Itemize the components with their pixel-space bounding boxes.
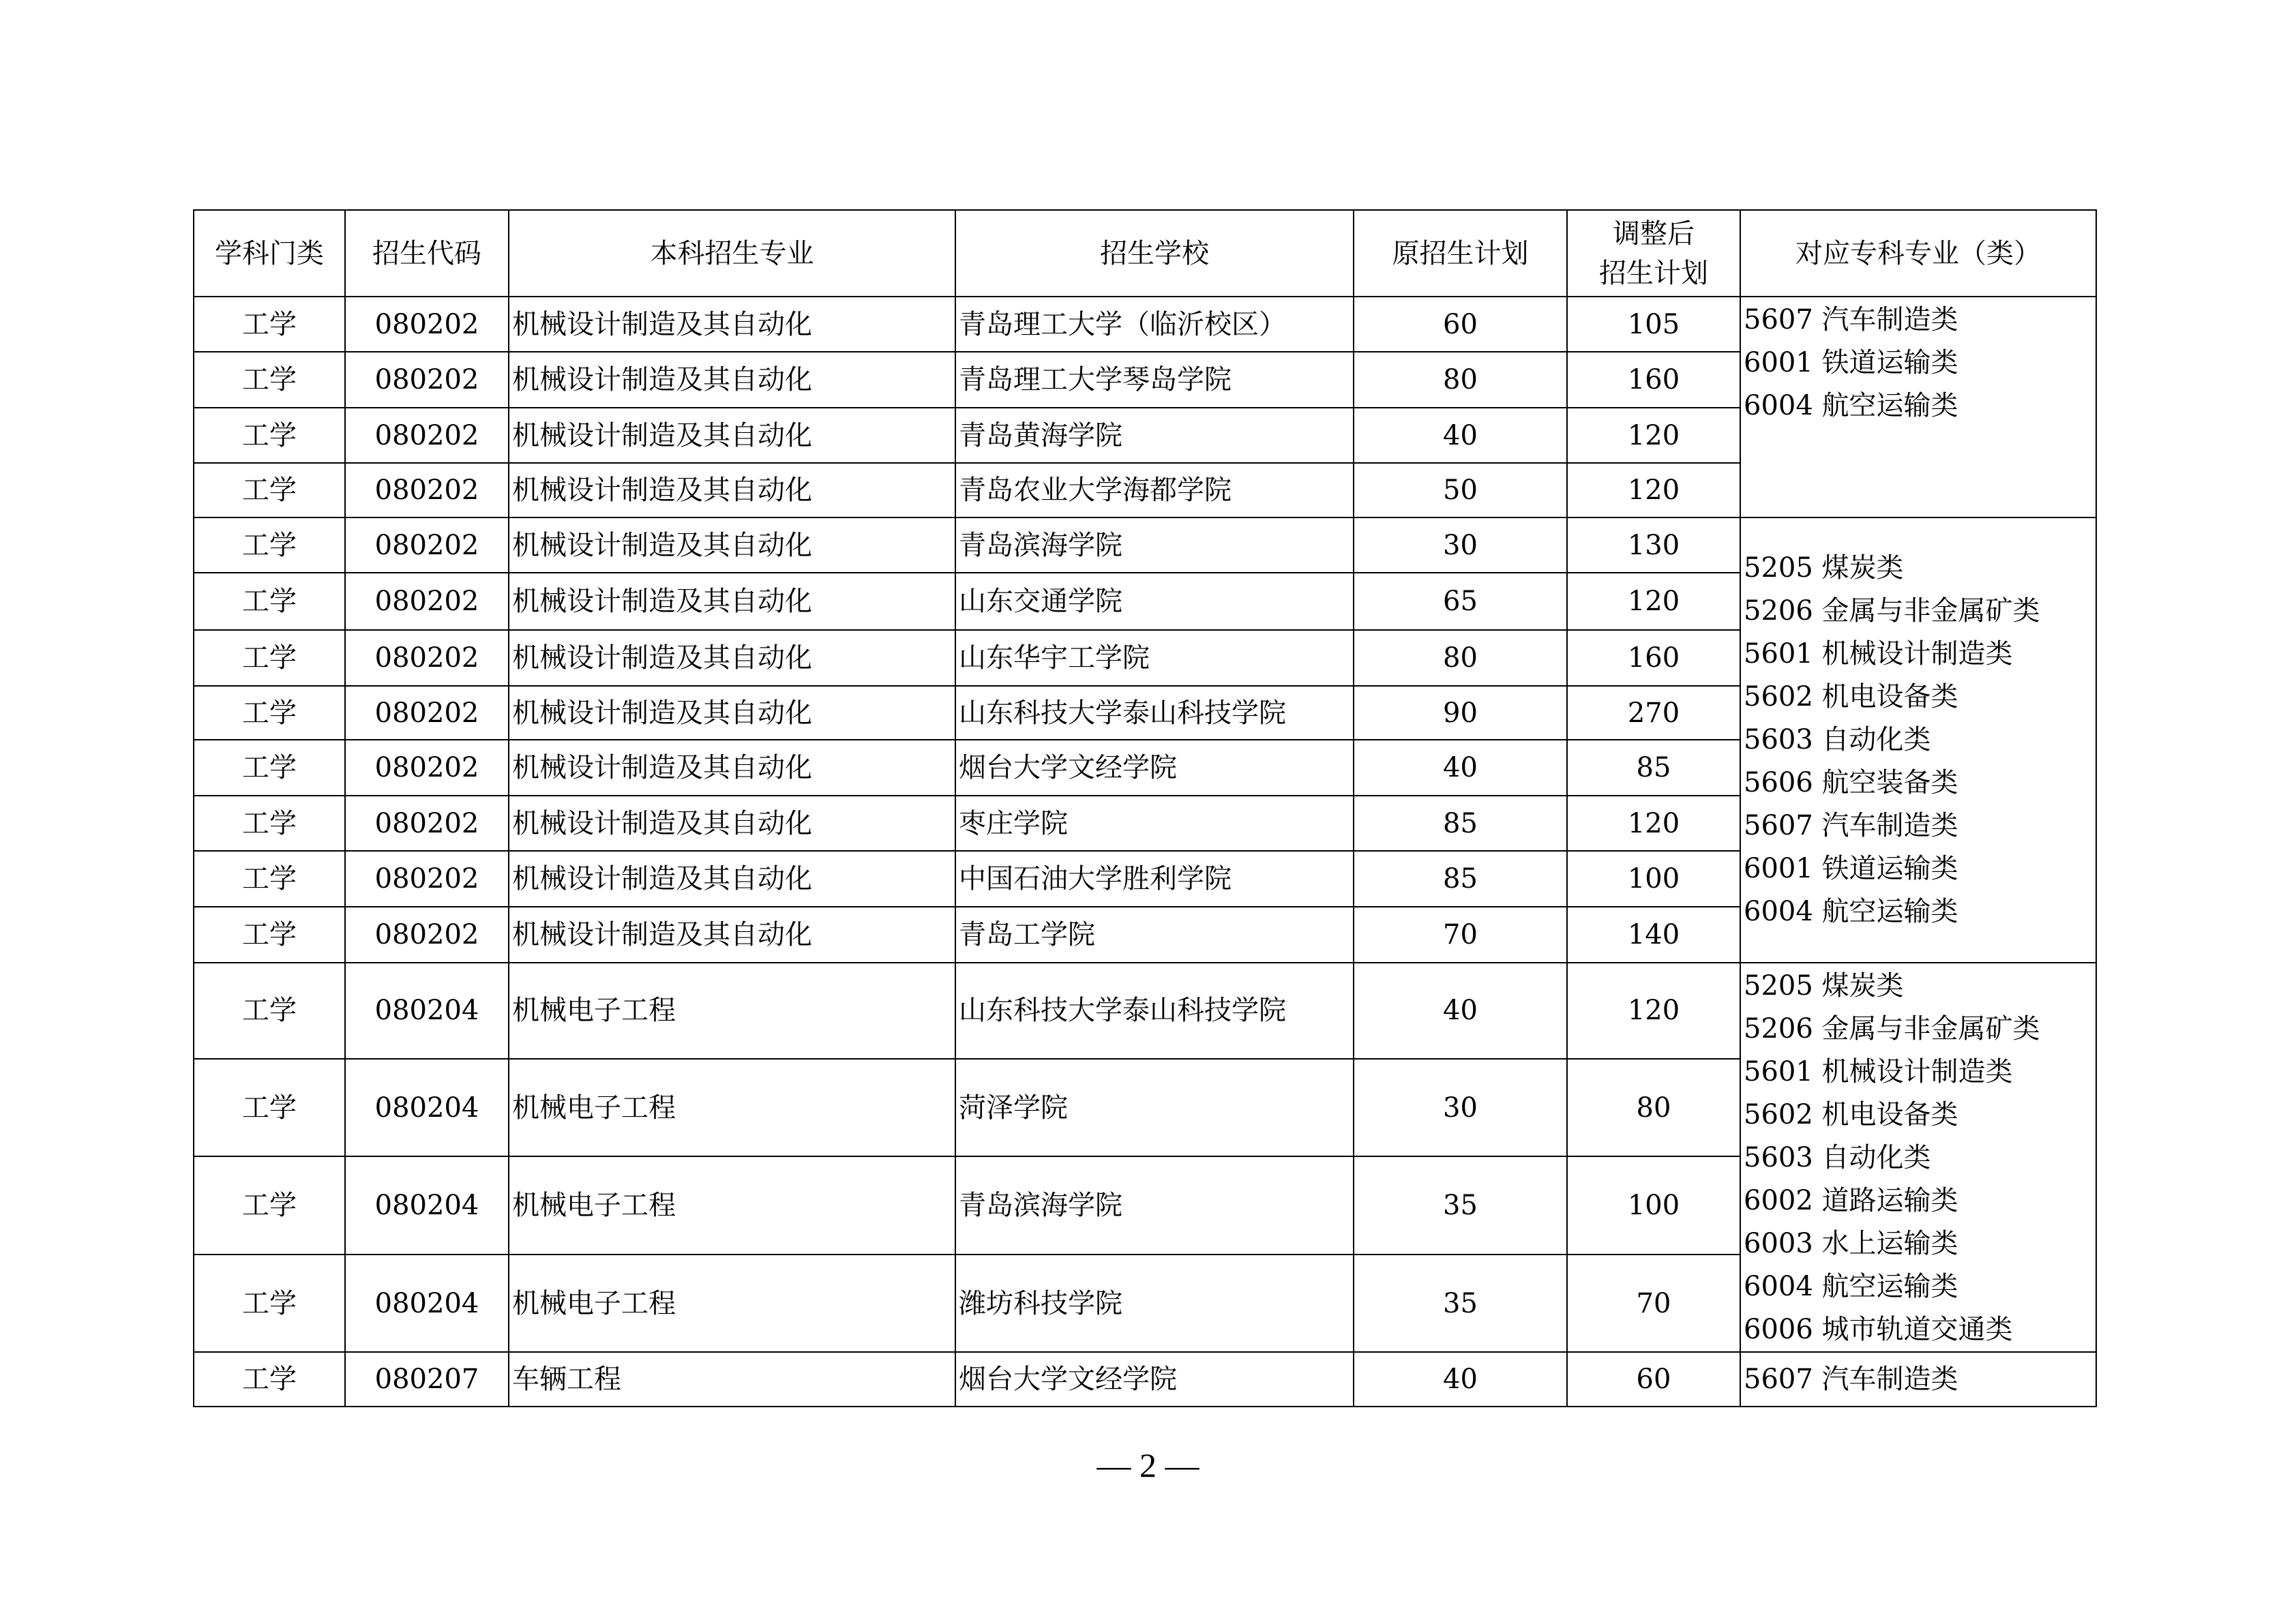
code-cell: 080204: [345, 1156, 509, 1255]
enrollment-plan-table: [193, 209, 2097, 1407]
related-major-item: 5603 自动化类: [1744, 1142, 1931, 1173]
category-cell: 工学: [194, 352, 345, 408]
related-major-item: 5607 汽车制造类: [1744, 1363, 1958, 1395]
major-cell: 机械电子工程: [509, 963, 955, 1059]
original-plan-cell: 40: [1354, 740, 1567, 796]
major-cell: 机械设计制造及其自动化: [509, 352, 955, 408]
header-school: 招生学校: [955, 210, 1354, 297]
category-cell: 工学: [194, 630, 345, 686]
related-major-item: 6004 航空运输类: [1744, 390, 1958, 421]
major-cell: 机械设计制造及其自动化: [509, 573, 955, 630]
table-row: [194, 963, 2096, 1059]
related-major-item: 6002 道路运输类: [1744, 1185, 1958, 1216]
school-cell: 菏泽学院: [955, 1059, 1354, 1157]
original-plan-cell: 35: [1354, 1255, 1567, 1352]
related-major-item: 5603 自动化类: [1744, 724, 1931, 755]
major-cell: 机械设计制造及其自动化: [509, 907, 955, 963]
original-plan-cell: 40: [1354, 963, 1567, 1059]
category-cell: 工学: [194, 408, 345, 463]
major-cell: 机械设计制造及其自动化: [509, 463, 955, 517]
related-major-item: 5601 机械设计制造类: [1744, 638, 2013, 670]
header-related-majors: 对应专科专业（类）: [1740, 210, 2096, 297]
related-major-item: 5606 航空装备类: [1744, 767, 1958, 798]
category-cell: 工学: [194, 517, 345, 573]
category-cell: 工学: [194, 1156, 345, 1255]
code-cell: 080204: [345, 963, 509, 1059]
major-cell: 车辆工程: [509, 1352, 955, 1407]
code-cell: 080202: [345, 796, 509, 851]
code-cell: 080202: [345, 573, 509, 630]
related-major-item: 6006 城市轨道交通类: [1744, 1314, 2013, 1345]
table-row: [194, 517, 2096, 573]
adjusted-plan-cell: 120: [1567, 408, 1740, 463]
code-cell: 080204: [345, 1059, 509, 1157]
table-row: [194, 1352, 2096, 1407]
category-cell: 工学: [194, 740, 345, 796]
major-cell: 机械电子工程: [509, 1059, 955, 1157]
major-cell: 机械设计制造及其自动化: [509, 517, 955, 573]
code-cell: 080202: [345, 352, 509, 408]
major-cell: 机械设计制造及其自动化: [509, 796, 955, 851]
adjusted-plan-cell: 100: [1567, 1156, 1740, 1255]
school-cell: 烟台大学文经学院: [955, 740, 1354, 796]
related-major-item: 6001 铁道运输类: [1744, 347, 1958, 378]
major-cell: 机械设计制造及其自动化: [509, 297, 955, 352]
adjusted-plan-cell: 120: [1567, 573, 1740, 630]
adjusted-plan-cell: 120: [1567, 463, 1740, 517]
related-major-item: 6001 铁道运输类: [1744, 853, 1958, 884]
original-plan-cell: 85: [1354, 851, 1567, 907]
major-cell: 机械设计制造及其自动化: [509, 686, 955, 740]
category-cell: 工学: [194, 573, 345, 630]
related-major-item: 5607 汽车制造类: [1744, 810, 1958, 841]
school-cell: 中国石油大学胜利学院: [955, 851, 1354, 907]
code-cell: 080202: [345, 630, 509, 686]
related-major-item: 5602 机电设备类: [1744, 681, 1958, 712]
original-plan-cell: 30: [1354, 517, 1567, 573]
category-cell: 工学: [194, 1059, 345, 1157]
adjusted-plan-cell: 60: [1567, 1352, 1740, 1407]
adjusted-plan-cell: 120: [1567, 796, 1740, 851]
original-plan-cell: 85: [1354, 796, 1567, 851]
adjusted-plan-cell: 85: [1567, 740, 1740, 796]
major-cell: 机械设计制造及其自动化: [509, 630, 955, 686]
category-cell: 工学: [194, 1255, 345, 1352]
header-category: 学科门类: [194, 210, 345, 297]
adjusted-plan-cell: 140: [1567, 907, 1740, 963]
school-cell: 青岛滨海学院: [955, 517, 1354, 573]
header-row: [194, 210, 2096, 297]
major-cell: 机械电子工程: [509, 1255, 955, 1352]
table-row: [194, 297, 2096, 352]
header-code: 招生代码: [345, 210, 509, 297]
school-cell: 山东交通学院: [955, 573, 1354, 630]
adjusted-plan-cell: 105: [1567, 297, 1740, 352]
major-cell: 机械设计制造及其自动化: [509, 740, 955, 796]
school-cell: 青岛理工大学琴岛学院: [955, 352, 1354, 408]
code-cell: 080202: [345, 851, 509, 907]
original-plan-cell: 80: [1354, 352, 1567, 408]
code-cell: 080202: [345, 463, 509, 517]
category-cell: 工学: [194, 1352, 345, 1407]
adjusted-plan-cell: 270: [1567, 686, 1740, 740]
code-cell: 080202: [345, 686, 509, 740]
major-cell: 机械设计制造及其自动化: [509, 851, 955, 907]
adjusted-plan-cell: 160: [1567, 630, 1740, 686]
header-original-plan: 原招生计划: [1354, 210, 1567, 297]
adjusted-plan-cell: 70: [1567, 1255, 1740, 1352]
school-cell: 山东华宇工学院: [955, 630, 1354, 686]
category-cell: 工学: [194, 463, 345, 517]
page-number: — 2 —: [1097, 1446, 1199, 1484]
original-plan-cell: 65: [1354, 573, 1567, 630]
original-plan-cell: 90: [1354, 686, 1567, 740]
header-major: 本科招生专业: [509, 210, 955, 297]
category-cell: 工学: [194, 686, 345, 740]
header-adjusted-plan: [1567, 210, 1740, 297]
related-major-item: 5206 金属与非金属矿类: [1744, 1013, 2040, 1045]
related-major-item: 5205 煤炭类: [1744, 552, 1904, 584]
related-major-item: 6004 航空运输类: [1744, 1271, 1958, 1302]
code-cell: 080204: [345, 1255, 509, 1352]
original-plan-cell: 40: [1354, 1352, 1567, 1407]
code-cell: 080202: [345, 517, 509, 573]
related-majors-cell: [1740, 963, 2096, 1352]
major-cell: 机械电子工程: [509, 1156, 955, 1255]
adjusted-plan-cell: 80: [1567, 1059, 1740, 1157]
major-cell: 机械设计制造及其自动化: [509, 408, 955, 463]
category-cell: 工学: [194, 796, 345, 851]
category-cell: 工学: [194, 297, 345, 352]
original-plan-cell: 80: [1354, 630, 1567, 686]
related-major-item: 5602 机电设备类: [1744, 1099, 1958, 1130]
adjusted-plan-cell: 160: [1567, 352, 1740, 408]
code-cell: 080202: [345, 907, 509, 963]
related-major-item: 5601 机械设计制造类: [1744, 1056, 2013, 1087]
original-plan-cell: 60: [1354, 297, 1567, 352]
related-major-item: 5607 汽车制造类: [1744, 304, 1958, 335]
school-cell: 青岛理工大学（临沂校区）: [955, 297, 1354, 352]
school-cell: 枣庄学院: [955, 796, 1354, 851]
header-adjusted-line2: 招生计划: [1599, 257, 1708, 289]
school-cell: 山东科技大学泰山科技学院: [955, 686, 1354, 740]
adjusted-plan-cell: 120: [1567, 963, 1740, 1059]
school-cell: 青岛农业大学海都学院: [955, 463, 1354, 517]
adjusted-plan-cell: 130: [1567, 517, 1740, 573]
category-cell: 工学: [194, 907, 345, 963]
original-plan-cell: 30: [1354, 1059, 1567, 1157]
school-cell: 青岛黄海学院: [955, 408, 1354, 463]
code-cell: 080202: [345, 408, 509, 463]
school-cell: 山东科技大学泰山科技学院: [955, 963, 1354, 1059]
related-majors-cell: [1740, 517, 2096, 963]
related-majors-cell: [1740, 297, 2096, 517]
adjusted-plan-cell: 100: [1567, 851, 1740, 907]
original-plan-cell: 70: [1354, 907, 1567, 963]
related-major-item: 6003 水上运输类: [1744, 1228, 1958, 1259]
school-cell: 烟台大学文经学院: [955, 1352, 1354, 1407]
original-plan-cell: 40: [1354, 408, 1567, 463]
code-cell: 080207: [345, 1352, 509, 1407]
original-plan-cell: 50: [1354, 463, 1567, 517]
school-cell: 青岛滨海学院: [955, 1156, 1354, 1255]
code-cell: 080202: [345, 740, 509, 796]
related-major-item: 5205 煤炭类: [1744, 970, 1904, 1002]
related-major-item: 5206 金属与非金属矿类: [1744, 595, 2040, 627]
original-plan-cell: 35: [1354, 1156, 1567, 1255]
category-cell: 工学: [194, 963, 345, 1059]
category-cell: 工学: [194, 851, 345, 907]
school-cell: 青岛工学院: [955, 907, 1354, 963]
header-adjusted-line1: 调整后: [1613, 217, 1695, 250]
school-cell: 潍坊科技学院: [955, 1255, 1354, 1352]
code-cell: 080202: [345, 297, 509, 352]
related-majors-cell: [1740, 1352, 2096, 1407]
related-major-item: 6004 航空运输类: [1744, 896, 1958, 927]
